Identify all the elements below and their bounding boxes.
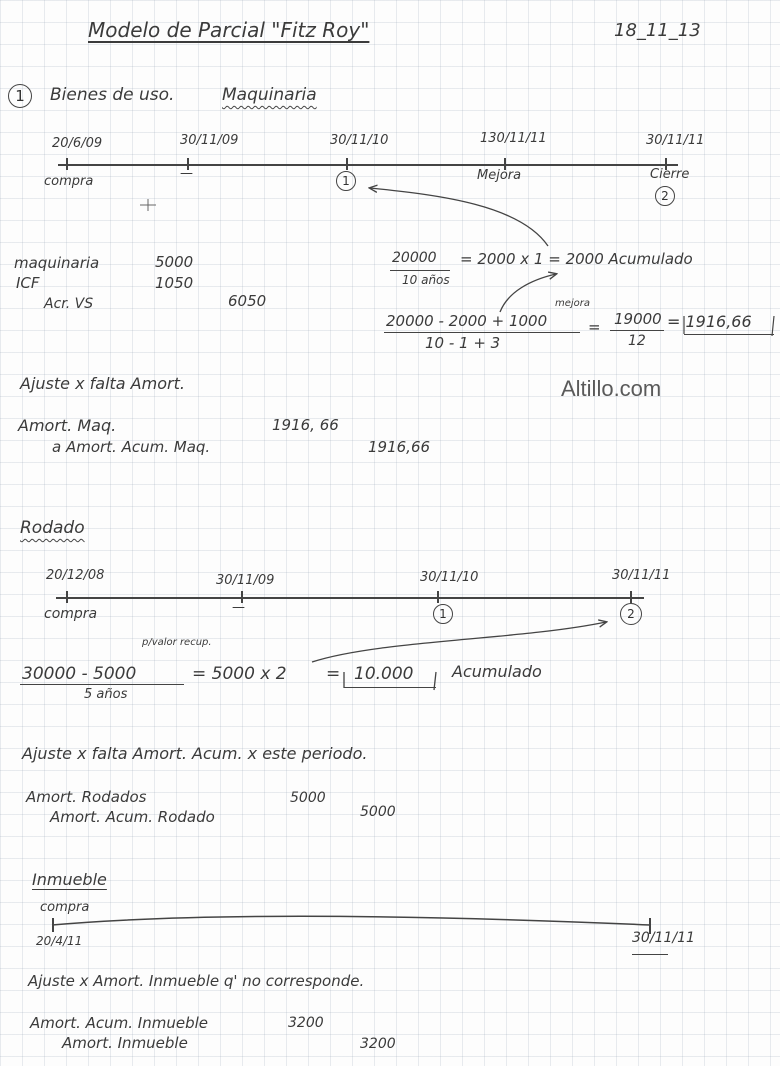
timeline-1-date: 30/11/11 bbox=[646, 133, 705, 148]
entry-4-label: Amort. Inmueble bbox=[62, 1034, 188, 1052]
page-date: 18_11_13 bbox=[614, 20, 701, 41]
calc-2-numerator-2: 19000 bbox=[614, 310, 662, 328]
calc-3-mid: = 5000 x 2 bbox=[192, 664, 287, 684]
entry-2-debit: 1916, 66 bbox=[272, 416, 339, 434]
entry-2-label: a Amort. Acum. Maq. bbox=[52, 438, 211, 456]
entry-1-label: ICF bbox=[16, 274, 40, 292]
calc-1-result: = 2000 x 1 = 2000 Acumulado bbox=[460, 250, 693, 268]
watermark: Altillo.com bbox=[561, 376, 662, 401]
timeline-1-label-dash: — bbox=[180, 166, 193, 181]
stray-mark bbox=[140, 199, 156, 211]
result-bracket bbox=[344, 672, 436, 690]
entry-3-debit: 5000 bbox=[290, 790, 326, 806]
timeline-2-label-dash: — bbox=[232, 600, 245, 615]
section-1-title: Bienes de uso. bbox=[50, 85, 175, 105]
arrow-to-mejora bbox=[500, 274, 556, 312]
entry-3-credit: 5000 bbox=[360, 804, 396, 820]
calc-2-denominator-2: 12 bbox=[628, 333, 646, 349]
timeline-1-marker-2: 2 bbox=[655, 186, 675, 206]
timeline-2-date: 30/11/10 bbox=[420, 570, 479, 585]
section-1-subtitle: Maquinaria bbox=[222, 85, 317, 105]
entry-4-debit: 3200 bbox=[288, 1015, 324, 1031]
timeline-2-date: 30/11/11 bbox=[612, 568, 671, 583]
calc-3-numerator: 30000 - 5000 bbox=[22, 664, 137, 684]
timeline-3-label-compra: compra bbox=[40, 900, 90, 915]
timeline-1-date: 30/11/09 bbox=[180, 133, 239, 148]
timeline-1-label-mejora: Mejora bbox=[477, 168, 522, 183]
calc-2-result: = 1916,66 bbox=[667, 312, 752, 331]
timeline-1-marker-1: 1 bbox=[336, 171, 356, 191]
calc-3-denominator: 5 años bbox=[84, 687, 128, 702]
entry-4-credit: 3200 bbox=[360, 1036, 396, 1052]
section-3-title: Inmueble bbox=[32, 870, 107, 889]
calc-2-equals: = bbox=[588, 318, 601, 336]
entry-1-label: Acr. VS bbox=[44, 296, 94, 312]
page-title: Modelo de Parcial "Fitz Roy" bbox=[88, 18, 370, 42]
entry-3-label: Amort. Rodados bbox=[26, 788, 147, 806]
calc-2-bracket bbox=[684, 316, 774, 336]
timeline-2-marker-1: 1 bbox=[433, 604, 453, 624]
entry-2-credit: 1916,66 bbox=[368, 438, 431, 456]
timeline-1-date: 20/6/09 bbox=[52, 136, 103, 151]
arrow-to-marker-1 bbox=[370, 188, 548, 246]
entry-3-label: Amort. Acum. Rodado bbox=[50, 808, 215, 826]
timeline-2-marker-2: 2 bbox=[620, 603, 642, 625]
calc-1-denominator: 10 años bbox=[402, 273, 450, 287]
calc-3-equals: = bbox=[326, 664, 341, 684]
calc-2-note: mejora bbox=[555, 298, 591, 309]
calc-3-note: p/valor recup. bbox=[142, 637, 212, 648]
entry-4-label: Amort. Acum. Inmueble bbox=[30, 1014, 208, 1032]
timeline-1-label-compra: compra bbox=[44, 174, 94, 189]
calc-1-numerator: 20000 bbox=[392, 250, 437, 266]
entry-1-debit: 1050 bbox=[155, 274, 194, 292]
timeline-1-label-cierre: Cierre bbox=[650, 167, 690, 182]
section-2-title: Rodado bbox=[20, 518, 85, 538]
timeline-1-date: 30/11/10 bbox=[330, 133, 389, 148]
arrow-to-marker-2 bbox=[312, 622, 606, 662]
section-3-adjustment-title: Ajuste x Amort. Inmueble q' no corresponde. bbox=[28, 972, 365, 990]
timeline-2-label-compra: compra bbox=[44, 606, 98, 622]
entry-1-credit: 6050 bbox=[228, 292, 267, 310]
timeline-2-date: 30/11/09 bbox=[216, 573, 275, 588]
timeline-2-date: 20/12/08 bbox=[46, 568, 105, 583]
timeline-3-axis bbox=[52, 916, 650, 925]
calc-3-result: 10.000 bbox=[354, 664, 414, 684]
section-2-adjustment-title: Ajuste x falta Amort. Acum. x este periodo. bbox=[22, 744, 368, 763]
section-1-adjustment-title: Ajuste x falta Amort. bbox=[20, 374, 185, 393]
calc-2-denominator: 10 - 1 + 3 bbox=[425, 334, 501, 352]
calc-3-tail: Acumulado bbox=[452, 662, 542, 681]
section-number-1: 1 bbox=[8, 84, 32, 108]
entry-1-label: maquinaria bbox=[14, 254, 100, 272]
entry-2-label: Amort. Maq. bbox=[18, 416, 117, 435]
entry-1-debit: 5000 bbox=[155, 253, 194, 271]
timeline-3-date: 20/4/11 bbox=[36, 934, 83, 948]
timeline-3-date: 30/11/11 bbox=[632, 930, 695, 946]
calc-2-numerator: 20000 - 2000 + 1000 bbox=[386, 312, 548, 330]
timeline-1-date: 130/11/11 bbox=[480, 131, 547, 146]
